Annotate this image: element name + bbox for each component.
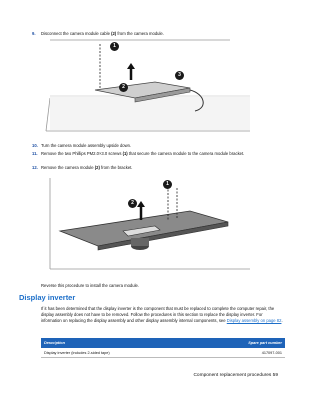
step-10: [32, 143, 281, 149]
step-ref: (2): [111, 31, 117, 36]
step-number: 10.: [32, 143, 38, 148]
step-ref: (2): [94, 165, 100, 170]
header-description: Description: [41, 338, 198, 348]
header-spare-part-number: Spare part number: [198, 338, 285, 348]
step-12: [32, 165, 281, 171]
page-footer: Component replacement procedures 59: [193, 373, 278, 378]
step-text: Disconnect the camera module cable: [41, 31, 112, 36]
callout-2: 2: [119, 83, 128, 92]
section-title: Display inverter: [19, 293, 76, 302]
step-text-end: from the bracket.: [99, 165, 133, 170]
camera-cable-illustration: [40, 38, 252, 134]
camera-cable-figure: [40, 38, 252, 134]
callout-1: 1: [163, 180, 172, 189]
step-11: [32, 151, 281, 157]
step-text: Remove the camera module: [41, 165, 95, 170]
step-text-end: that secure the camera module to the camera module bracket.: [127, 151, 245, 156]
table-header-row: [41, 338, 285, 348]
step-text: Turn the camera module assembly upside down.: [41, 143, 132, 148]
step-number: 11.: [32, 151, 38, 156]
reverse-note: Reverse this procedure to install the camera module.: [41, 283, 139, 288]
step-text-end: from the camera module.: [116, 31, 164, 36]
step-text: Remove the two Phillips PM2.0×3.0 screws: [41, 151, 123, 156]
step-number: 12.: [32, 165, 38, 170]
step-ref: (1): [122, 151, 128, 156]
cell-description: Display inverter (includes 2-sided tape): [41, 348, 198, 358]
step-number: 9.: [32, 31, 36, 36]
spare-parts-table: [41, 338, 285, 358]
section-paragraph: [41, 306, 284, 323]
table-row: [41, 348, 285, 358]
callout-3: 3: [175, 71, 184, 80]
display-assembly-link[interactable]: Display assembly on page 82: [226, 317, 282, 323]
cell-spare-part-number: 417097-001: [198, 348, 285, 358]
callout-2: 2: [128, 199, 137, 208]
callout-1: 1: [110, 42, 119, 51]
paragraph-text: If it has been determined that the display inverter is the component that must be replaced to complete the computer repair, the display assembly does not have to be removed. Follow the procedures in this section to replace the display inverter. For information on replacing the display assembly and other display assembly internal components, see: [41, 306, 275, 323]
camera-bracket-figure: [40, 176, 252, 272]
camera-bracket-illustration: [40, 176, 252, 272]
step-9: [32, 31, 281, 37]
paragraph-end: .: [281, 317, 283, 323]
